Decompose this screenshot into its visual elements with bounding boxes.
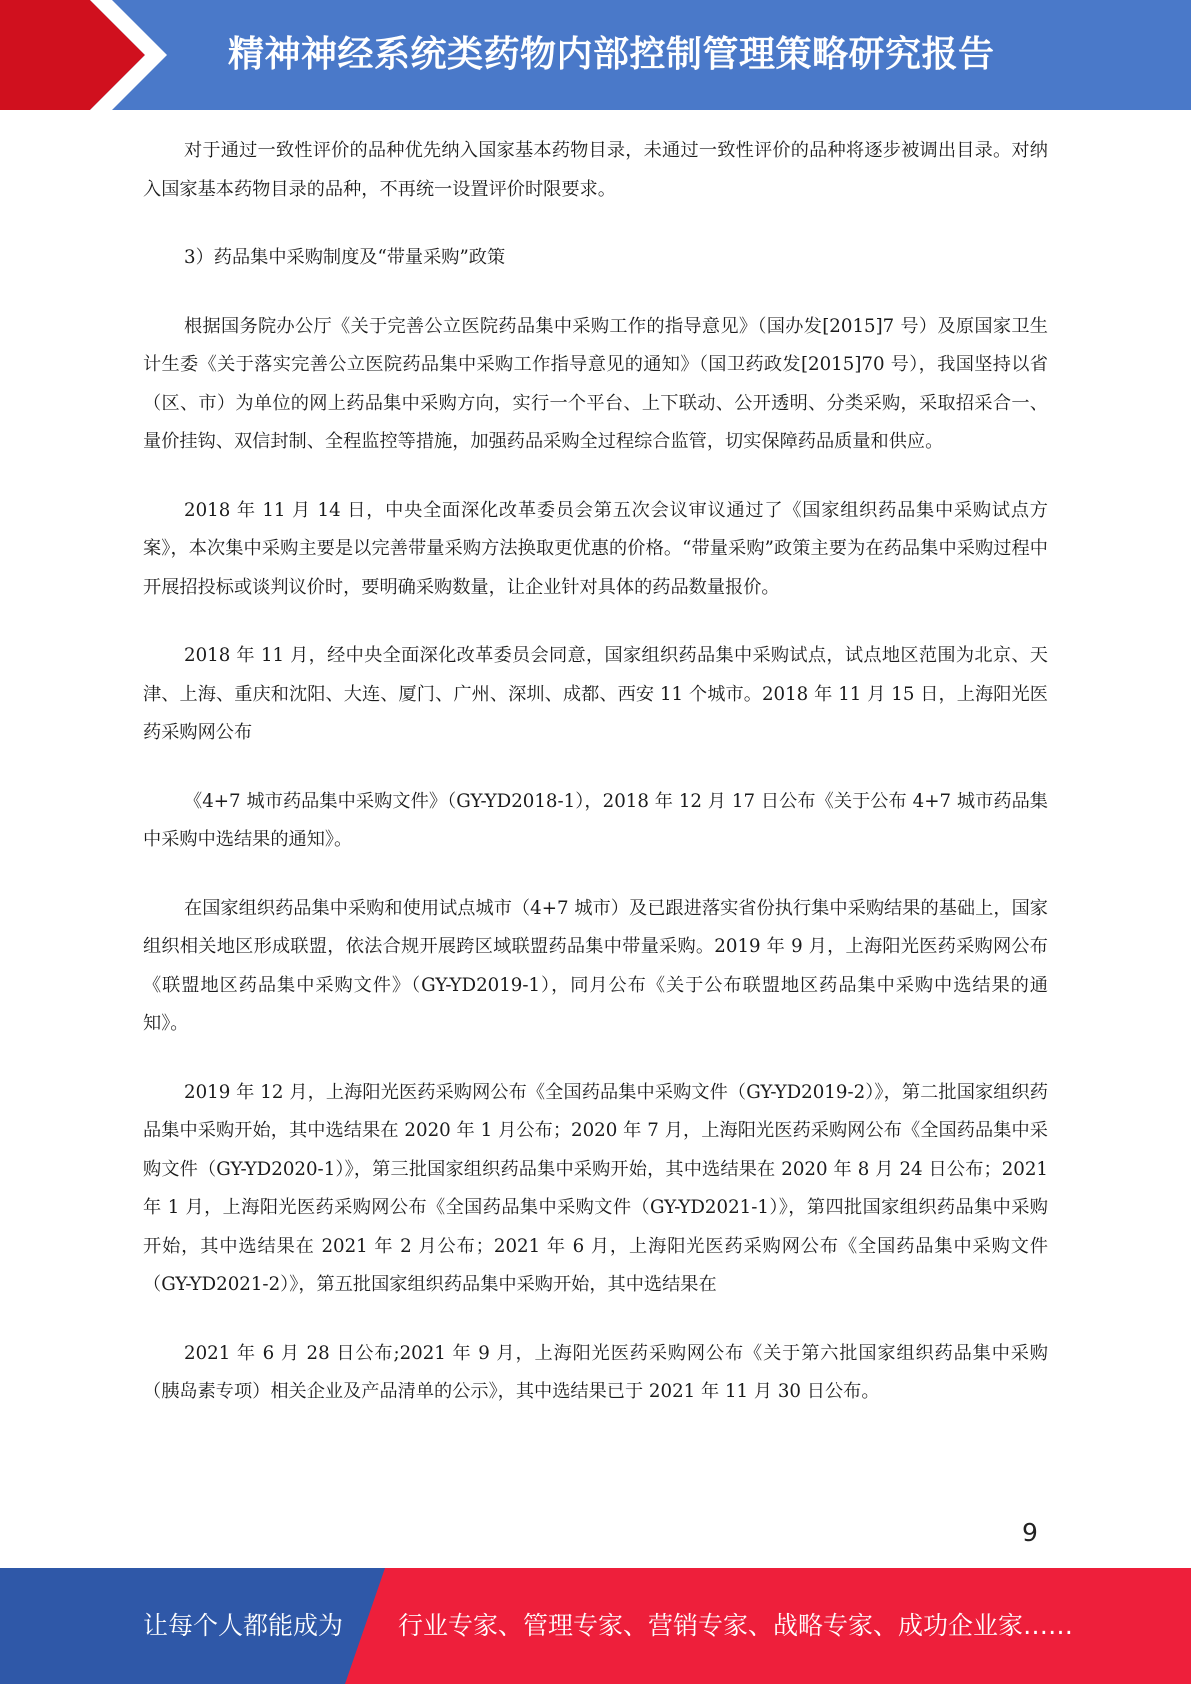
paragraph: 对于通过一致性评价的品种优先纳入国家基本药物目录，未通过一致性评价的品种将逐步被调出目录。对纳入国家基本药物目录的品种，不再统一设置评价时限要求。 [143, 140, 1048, 200]
report-title: 精神神经系统类药物内部控制管理策略研究报告 [228, 34, 995, 75]
paragraph: 2021 年 6 月 28 日公布;2021 年 9 月，上海阳光医药采购网公布《关于第六批国家组织药品集中采购（胰岛素专项）相关企业及产品清单的公示》，其中选结果已于 2021 年 11 月 30 日公布。 [143, 1342, 1048, 1402]
page-footer [0, 1568, 1191, 1684]
paragraph: 2018 年 11 月 14 日，中央全面深化改革委员会第五次会议审议通过了《国家组织药品集中采购试点方案》，本次集中采购主要是以完善带量采购方法换取更优惠的价格。“带量采购”政策主要为在药品集中采购过程中开展招投标或谈判议价时，要明确采购数量，让企业针对具体的药品数量报价。 [143, 499, 1048, 598]
page-number: 9 [1022, 1518, 1038, 1547]
footer-slogan-right: 行业专家、管理专家、营销专家、战略专家、成功企业家…… [398, 1611, 1074, 1640]
paragraph: 2018 年 11 月，经中央全面深化改革委员会同意，国家组织药品集中采购试点，试点地区范围为北京、天津、上海、重庆和沈阳、大连、厦门、广州、深圳、成都、西安 11 个城市。2018 年 11 月 15 日，上海阳光医药采购网公布 [143, 645, 1048, 743]
paragraph: 根据国务院办公厅《关于完善公立医院药品集中采购工作的指导意见》（国办发[2015]7 号）及原国家卫生计生委《关于落实完善公立医院药品集中采购工作指导意见的通知》（国卫药政发[2015]70 号），我国坚持以省（区、市）为单位的网上药品集中采购方向，实行一个平台、上下联动、公开透明、分类采购，采取招采合一、量价挂钩、双信封制、全程监控等措施，加强药品采购全过程综合监管，切实保障药品质量和供应。 [143, 315, 1048, 452]
document-body [143, 132, 1048, 1442]
footer-slogan-left: 让每个人都能成为 [143, 1611, 344, 1640]
paragraph: 2019 年 12 月，上海阳光医药采购网公布《全国药品集中采购文件（GY-YD2019-2）》，第二批国家组织药品集中采购开始，其中选结果在 2020 年 1 月公布；2020 年 7 月，上海阳光医药采购网公布《全国药品集中采购文件（GY-YD2020-1）》，第三批国家组织药品集中采购开始，其中选结果在 2020 年 8 月 24 日公布；2021 年 1 月，上海阳光医药采购网公布《全国药品集中采购文件（GY-YD2021-1）》，第四批国家组织药品集中采购开始，其中选结果在 2021 年 2 月公布；2021 年 6 月，上海阳光医药采购网公布《全国药品集中采购文件（GY-YD2021-2）》，第五批国家组织药品集中采购开始，其中选结果在 [143, 1081, 1048, 1295]
section-heading: 3）药品集中采购制度及“带量采购”政策 [184, 247, 506, 268]
paragraph: 《4+7 城市药品集中采购文件》（GY-YD2018-1），2018 年 12 月 17 日公布《关于公布 4+7 城市药品集中采购中选结果的通知》。 [143, 790, 1048, 850]
paragraph: 在国家组织药品集中采购和使用试点城市（4+7 城市）及已跟进落实省份执行集中采购结果的基础上，国家组织相关地区形成联盟，依法合规开展跨区域联盟药品集中带量采购。2019 年 9 月，上海阳光医药采购网公布《联盟地区药品集中采购文件》（GY-YD2019-1），同月公布《关于公布联盟地区药品集中采购中选结果的通知》。 [143, 897, 1048, 1034]
page-header [0, 0, 1191, 110]
